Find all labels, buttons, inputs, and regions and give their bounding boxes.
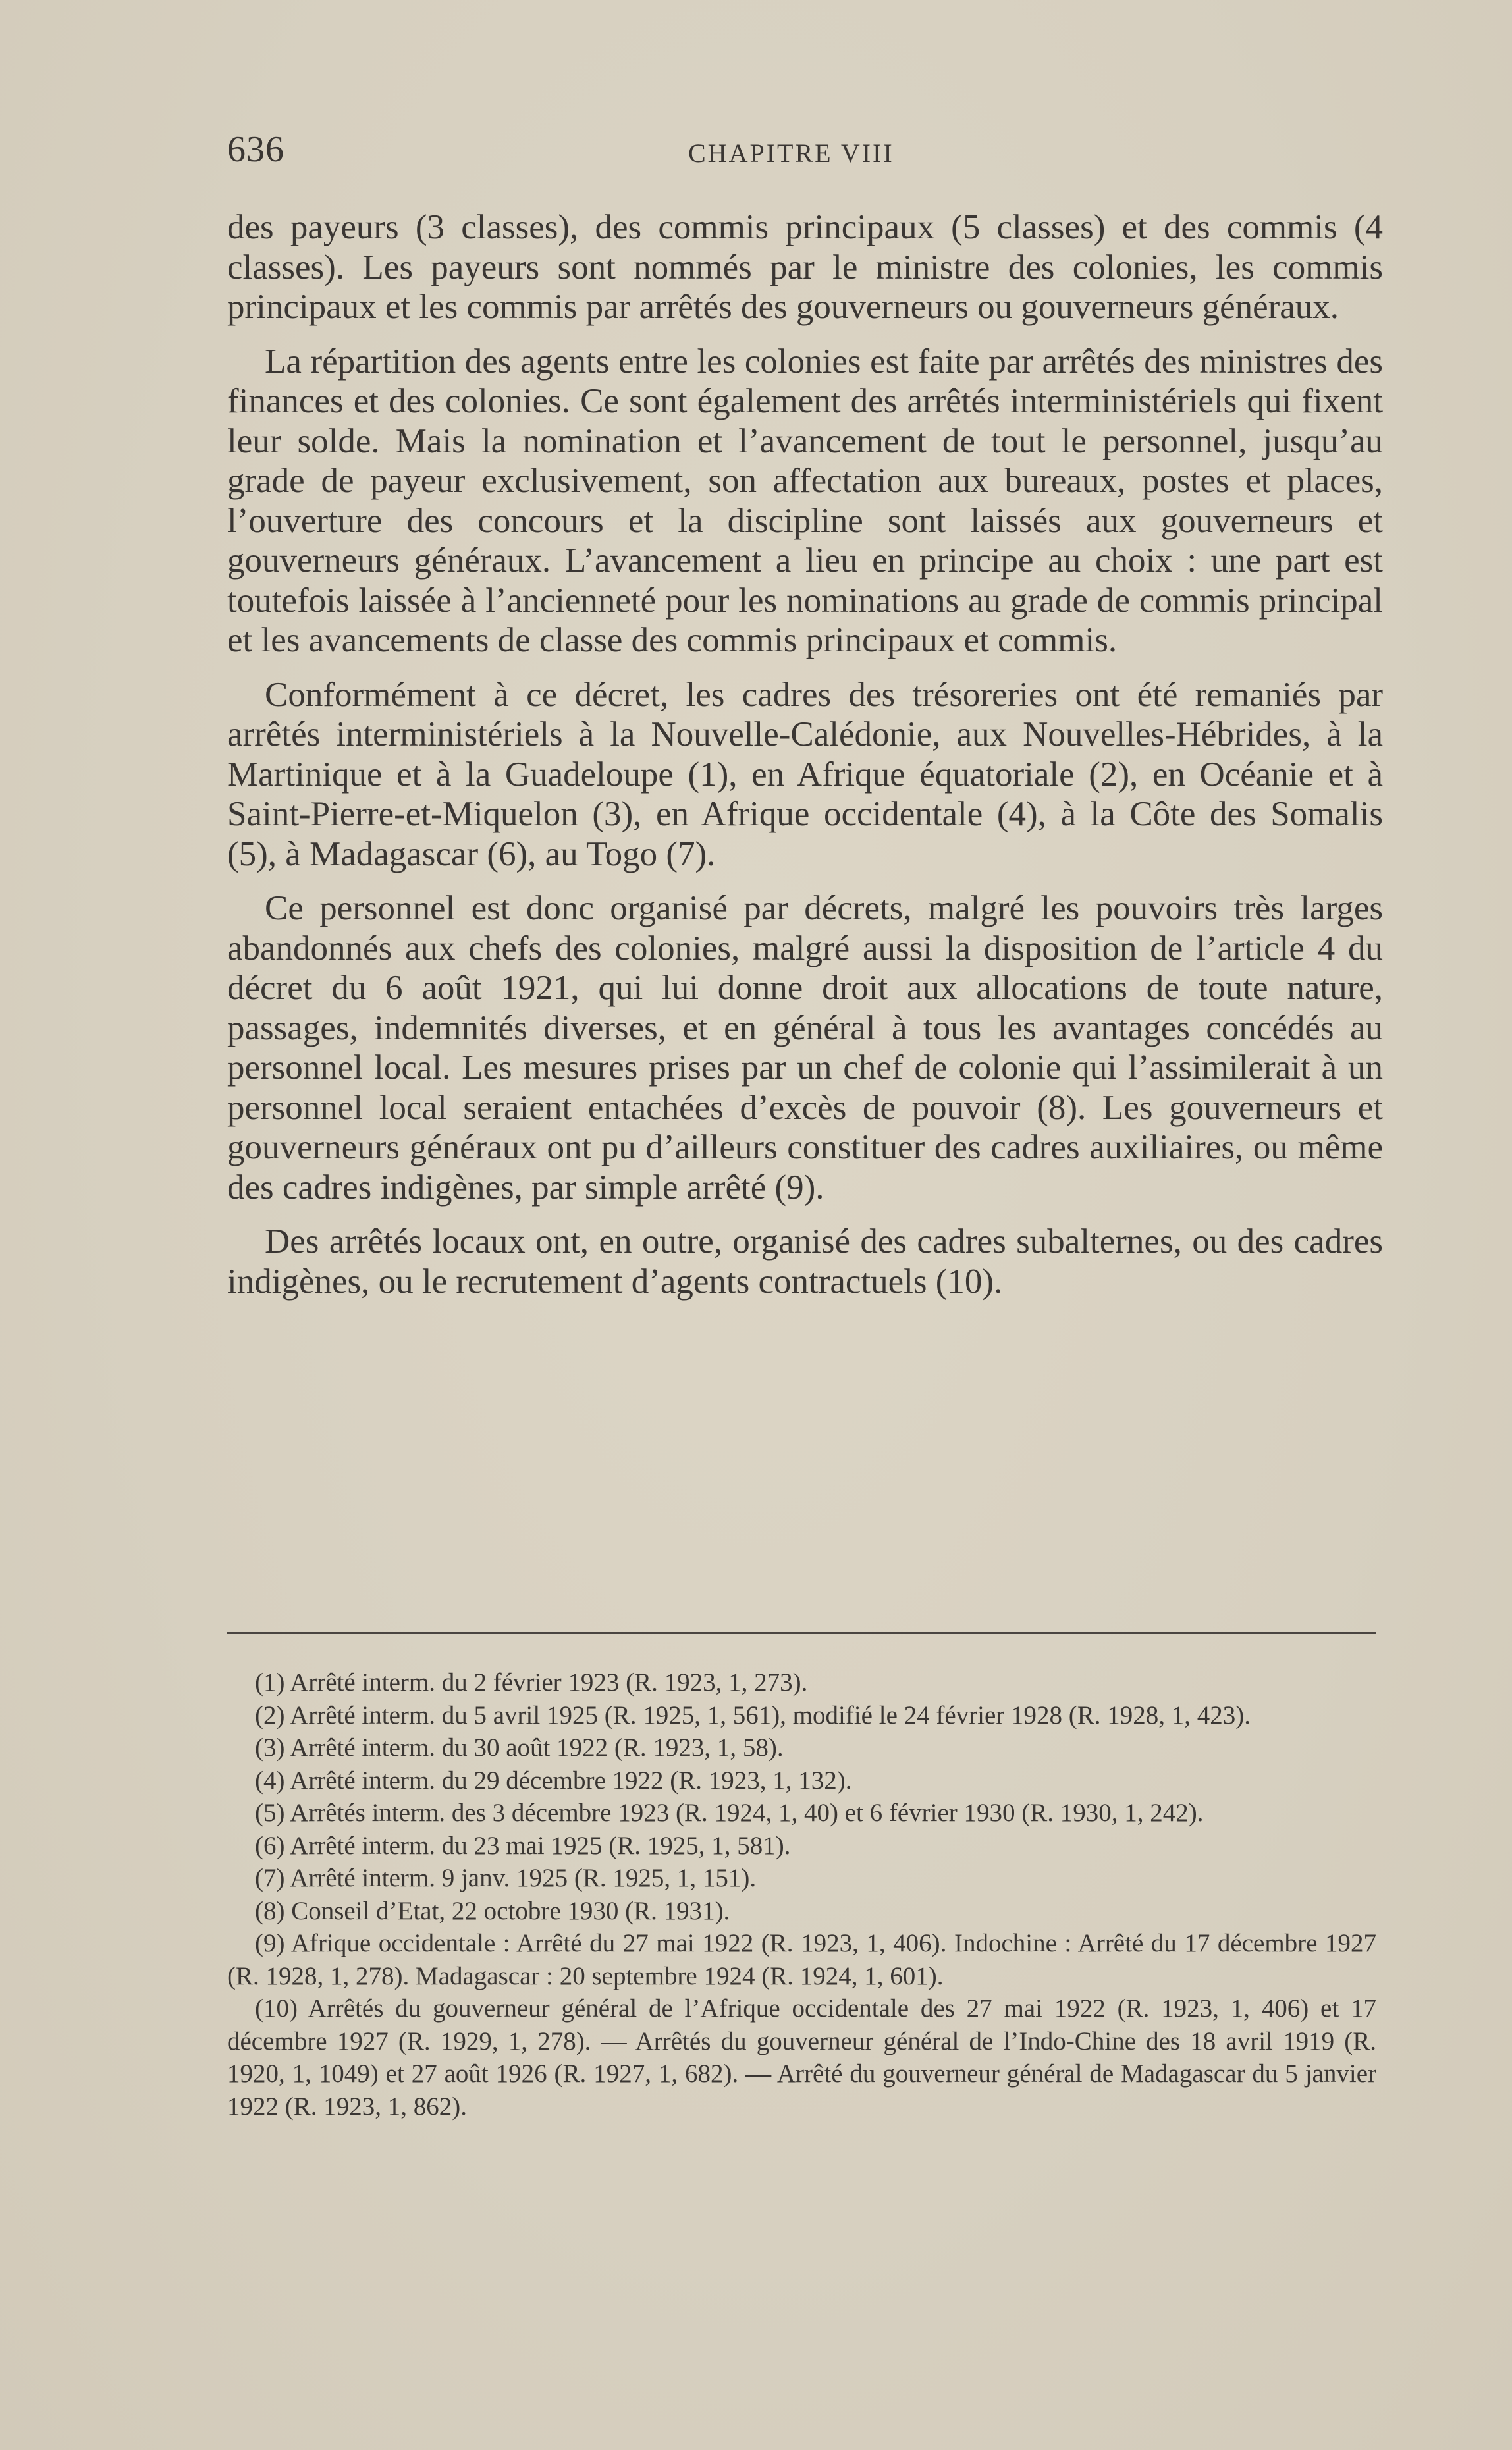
- footnote-divider: [227, 1632, 1376, 1634]
- page-number: 636: [227, 129, 284, 170]
- footnote: (7) Arrêté interm. 9 janv. 1925 (R. 1925, 1, 151).: [255, 1864, 757, 1892]
- running-title: CHAPITRE VIII: [688, 138, 894, 168]
- paragraph: La répartition des agents entre les colonies est faite par arrêtés des ministres des finances et des colonies. Ce sont également des arrêtés interministériels qui fixent leur solde. Mais la nomination et l’avancement de tout le personnel, jusqu’au grade de payeur exclusivement, son affectation aux bureaux, postes et places, l’ouverture des concours et la discipline sont laissés aux gouverneurs et gouverneurs généraux. L’avancement a lieu en principe au choix : une part est toutefois laissée à l’ancienneté pour les nominations au grade de commis principal et les avancements de classe des commis principaux et commis.: [227, 342, 1383, 659]
- paragraph: Ce personnel est donc organisé par décrets, malgré les pouvoirs très larges abandonnés aux chefs des colonies, malgré aussi la disposition de l’article 4 du décret du 6 août 1921, qui lui donne droit aux allocations de toute nature, passages, indemnités diverses, et en général à tous les avantages concédés au personnel local. Les mesures prises par un chef de colonie qui l’assimilerait à un personnel local seraient entachées d’excès de pouvoir (8). Les gouverneurs et gouverneurs généraux ont pu d’ailleurs constituer des cadres auxiliaires, ou même des cadres indigènes, par simple arrêté (9).: [227, 889, 1383, 1207]
- footnotes: [227, 1666, 1376, 2123]
- main-text: [227, 207, 1383, 1316]
- footnote: (8) Conseil d’Etat, 22 octobre 1930 (R. 1931).: [255, 1896, 730, 1925]
- footnote: (1) Arrêté interm. du 2 février 1923 (R. 1923, 1, 273).: [255, 1668, 808, 1697]
- paragraph: des payeurs (3 classes), des commis principaux (5 classes) et des commis (4 classes). Les payeurs sont nommés par le ministre des colonies, les commis principaux et les commis par arrêtés des gouverneurs ou gouverneurs généraux.: [227, 208, 1383, 326]
- paragraph: Des arrêtés locaux ont, en outre, organisé des cadres subalternes, ou des cadres indigènes, ou le recrutement d’agents contractuels (10).: [227, 1222, 1383, 1301]
- footnote: (6) Arrêté interm. du 23 mai 1925 (R. 1925, 1, 581).: [255, 1831, 791, 1860]
- page-header: [227, 128, 1376, 181]
- paragraph: Conformément à ce décret, les cadres des trésoreries ont été remaniés par arrêtés interministériels à la Nouvelle-Calédonie, aux Nouvelles-Hébrides, à la Martinique et à la Guadeloupe (1), en Afrique équatoriale (2), en Océanie et à Saint-Pierre-et-Miquelon (3), en Afrique occidentale (4), à la Côte des Somalis (5), à Madagascar (6), au Togo (7).: [227, 675, 1383, 873]
- footnote: (9) Afrique occidentale : Arrêté du 27 mai 1922 (R. 1923, 1, 406). Indochine : Arrêté du 17 décembre 1927 (R. 1928, 1, 278). Madagascar : 20 septembre 1924 (R. 1924, 1, 601).: [227, 1929, 1376, 1990]
- footnote: (4) Arrêté interm. du 29 décembre 1922 (R. 1923, 1, 132).: [255, 1766, 852, 1795]
- footnote: (5) Arrêtés interm. des 3 décembre 1923 (R. 1924, 1, 40) et 6 février 1930 (R. 1930, 1, 242).: [255, 1799, 1204, 1827]
- footnote: (10) Arrêtés du gouverneur général de l’Afrique occidentale des 27 mai 1922 (R. 1923, 1, 406) et 17 décembre 1927 (R. 1929, 1, 278). — Arrêtés du gouverneur général de l’Indo-Chine des 18 avril 1919 (R. 1920, 1, 1049) et 27 août 1926 (R. 1927, 1, 682). — Arrêté du gouverneur général de Madagascar du 5 janvier 1922 (R. 1923, 1, 862).: [227, 1994, 1376, 2121]
- footnote: (2) Arrêté interm. du 5 avril 1925 (R. 1925, 1, 561), modifié le 24 février 1928 (R. 1928, 1, 423).: [255, 1701, 1251, 1729]
- footnote: (3) Arrêté interm. du 30 août 1922 (R. 1923, 1, 58).: [255, 1733, 784, 1762]
